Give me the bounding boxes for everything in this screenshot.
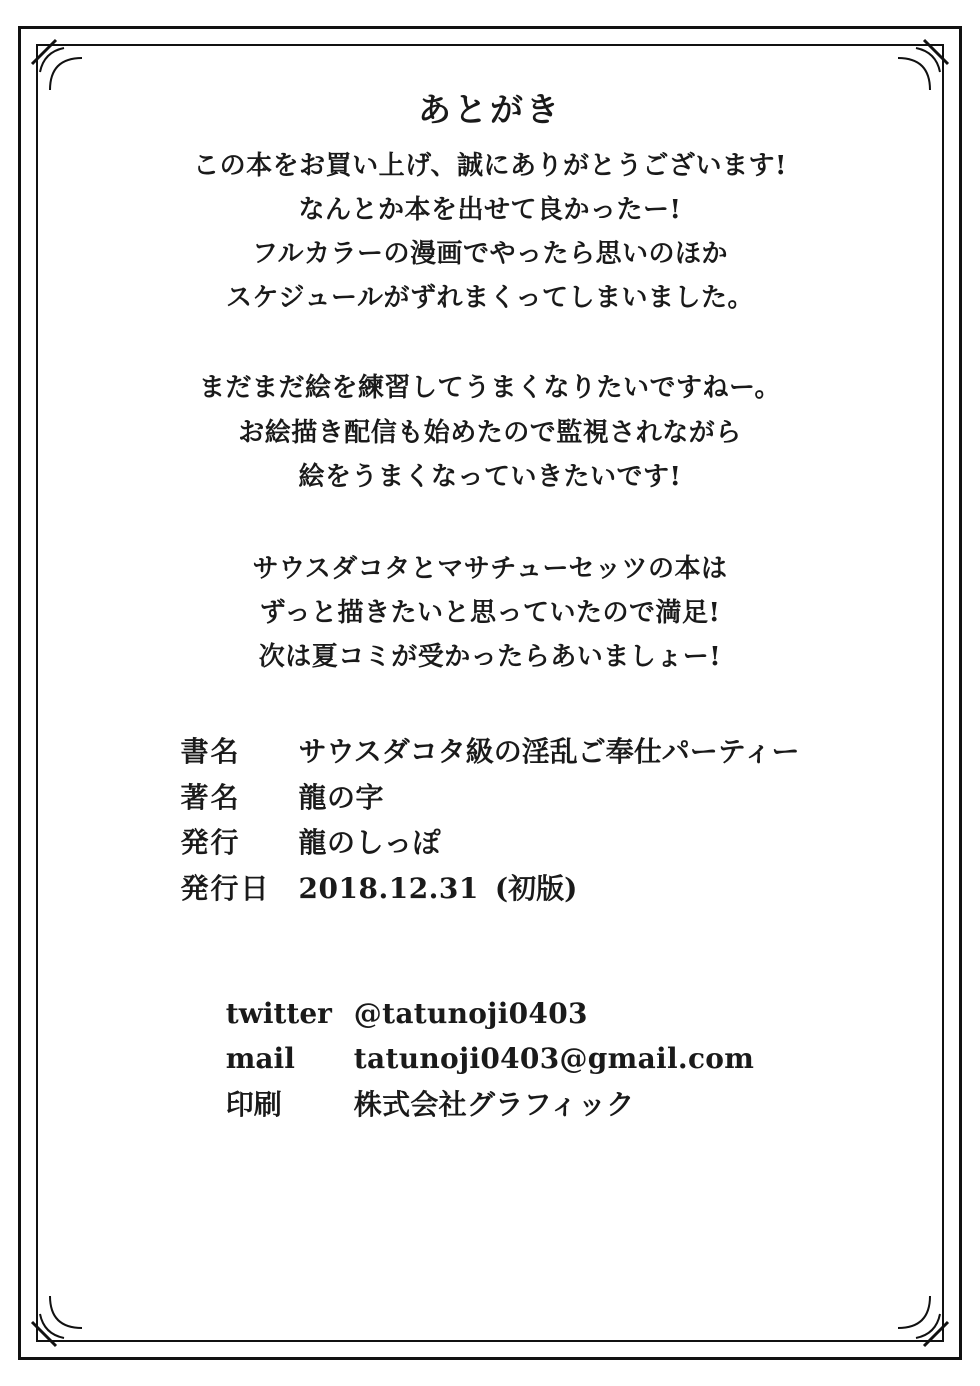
colophon-label: 発行 [180, 826, 241, 860]
contact-row-twitter [226, 991, 754, 1036]
email-address[interactable]: tatunoji0403@gmail.com [353, 1042, 755, 1076]
twitter-handle[interactable]: @tatunoji0403 [353, 996, 588, 1030]
colophon-value: 2018.12.31 [298, 871, 479, 905]
paragraph-line: スケジュールがずれまくってしまいました。 [226, 283, 754, 314]
paragraph-line: サウスダコタとマサチューセッツの本は [252, 553, 728, 584]
colophon-row-publisher [181, 820, 800, 865]
contact-block [226, 991, 754, 1127]
paragraph-line: フルカラーの漫画でやったら思いのほか [252, 238, 728, 269]
colophon-row-author [181, 775, 800, 820]
afterword-paragraph-1 [60, 144, 920, 321]
afterword-paragraph-2 [60, 366, 920, 499]
paragraph-line: この本をお買い上げ、誠にありがとうございます! [193, 150, 787, 181]
colophon-block [181, 729, 800, 910]
spacer [60, 679, 920, 723]
page-title: あとがき [418, 90, 562, 129]
printer-name: 株式会社グラフィック [353, 1087, 635, 1121]
colophon-edition-note: (初版) [494, 871, 578, 905]
afterword-content [60, 78, 920, 1316]
paragraph-line: 絵をうまくなっていきたいです! [298, 461, 682, 492]
spacer [60, 499, 920, 547]
spacer [60, 911, 920, 951]
colophon-value: サウスダコタ級の淫乱ご奉仕パーティー [298, 735, 800, 769]
colophon-label: 発行日 [180, 871, 271, 905]
colophon-label: 書名 [180, 735, 241, 769]
contact-row-printer [226, 1082, 754, 1127]
afterword-paragraph-3 [60, 547, 920, 680]
paragraph-line: まだまだ絵を練習してうまくなりたいですねー。 [199, 373, 781, 404]
contact-label: 印刷 [225, 1087, 282, 1121]
contact-label: twitter [225, 996, 332, 1030]
colophon-label: 著名 [180, 780, 241, 814]
colophon-row-publish-date [181, 866, 800, 911]
paragraph-line: お絵描き配信も始めたので監視されながら [238, 417, 742, 448]
paragraph-line: なんとか本を出せて良かったー! [298, 194, 682, 225]
colophon-value: 龍の字 [298, 780, 385, 814]
contact-row-mail [226, 1036, 754, 1081]
spacer [60, 320, 920, 366]
paragraph-line: ずっと描きたいと思っていたので満足! [259, 598, 721, 629]
contact-label: mail [225, 1042, 295, 1076]
colophon-row-book-title [181, 729, 800, 774]
paragraph-line: 次は夏コミが受かったらあいましょー! [258, 642, 722, 673]
colophon-value: 龍のしっぽ [298, 826, 442, 860]
